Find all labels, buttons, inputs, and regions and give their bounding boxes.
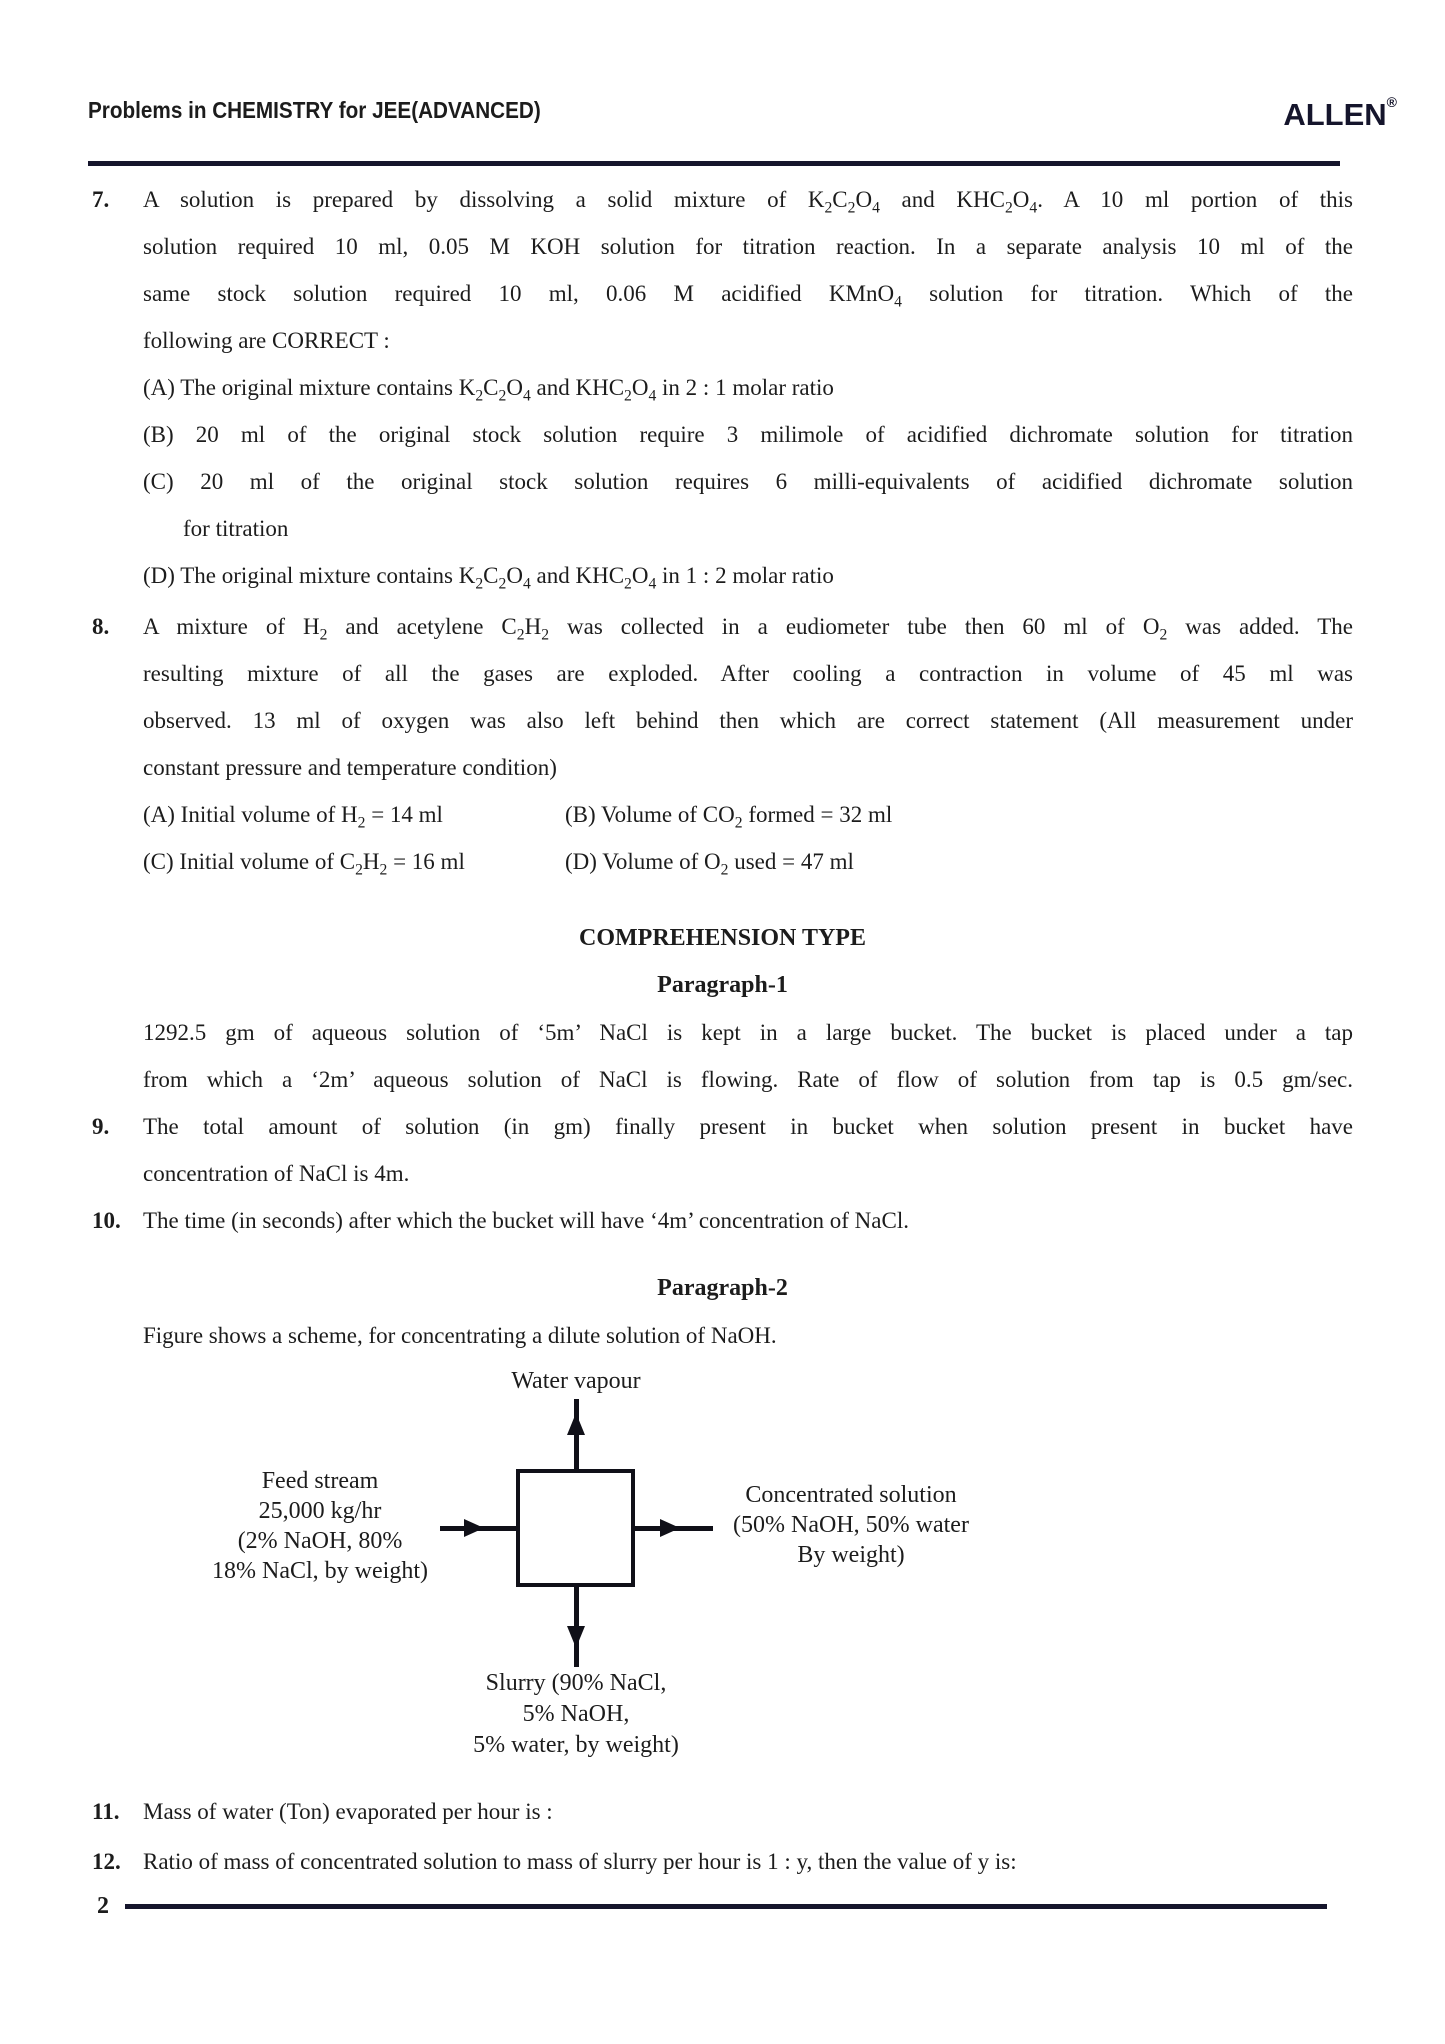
up-arrowhead-icon [567, 1413, 585, 1435]
question-12-number: 12. [92, 1849, 121, 1874]
page-number: 2 [97, 1892, 109, 1919]
paragraph-2-heading: Paragraph-2 [657, 1275, 788, 1301]
question-9-text-line: The total amount of solution (in gm) finally present in bucket when solution present in bucket have [143, 1114, 1353, 1139]
question-9 [92, 1103, 1353, 1197]
concentrated-solution-label [706, 1480, 996, 1570]
comprehension-type-heading: COMPREHENSION TYPE [579, 925, 866, 951]
question-8-text-line: resulting mixture of all the gases are exploded. After cooling a contraction in volume of 45 ml was [143, 661, 1353, 686]
question-8 [92, 603, 1353, 885]
slurry-line: Slurry (90% NaCl, [485, 1670, 667, 1696]
right-arrowhead-icon [464, 1519, 484, 1537]
question-7-text-line: same stock solution required 10 ml, 0.06 M acidified KMnO$_4$ solution for titration. Which of the [143, 281, 1353, 311]
concentrated-solution-line: By weight) [797, 1542, 905, 1568]
question-7-option-c: (C) 20 ml of the original stock solution requires 6 milli-equivalents of acidified dichromate solution [143, 469, 1353, 494]
question-7-option-d: (D) The original mixture contains $K_2C_2O_4$ and $KHC_2O_4$ in 1 : 2 molar ratio [143, 563, 834, 593]
question-7-number: 7. [92, 187, 110, 212]
question-8-options [143, 791, 1353, 885]
feed-stream-line: 25,000 kg/hr [258, 1498, 382, 1524]
question-12-text: Ratio of mass of concentrated solution to mass of slurry per hour is 1 : y, then the value of y is: [143, 1849, 1017, 1874]
paragraph-1-line: from which a ‘2m’ aqueous solution of NaCl is flowing. Rate of flow of solution from tap is 0.5 gm/sec. [143, 1067, 1353, 1092]
question-8-text-line: A mixture of $H_2$ and acetylene $C_2H_2$ was collected in a eudiometer tube then 60 ml of $O_2$ was added. The [143, 614, 1354, 644]
right-arrowhead-icon [660, 1519, 680, 1537]
water-vapour-label: Water vapour [511, 1368, 641, 1394]
process-flow-diagram [0, 1368, 1445, 1788]
paragraph-2-intro-wrap [143, 1312, 1353, 1359]
feed-stream-line: (2% NaOH, 80% [237, 1528, 403, 1554]
question-7-option-a: (A) The original mixture contains $K_2C_2O_4$ and $KHC_2O_4$ in 2 : 1 molar ratio [143, 375, 834, 405]
question-8-option-b: (B) Volume of $CO_2$ formed = 32 ml [565, 802, 893, 832]
question-8-option-c: (C) Initial volume of $C_2H_2 = 16$ ml [143, 849, 465, 879]
paragraph-2-intro: Figure shows a scheme, for concentrating a dilute solution of NaOH. [143, 1323, 777, 1348]
question-11 [92, 1788, 1353, 1835]
down-arrowhead-icon [567, 1626, 585, 1648]
question-7-option-c-continuation: for titration [183, 516, 289, 541]
concentrated-solution-line: (50% NaOH, 50% water [733, 1512, 969, 1538]
question-8-number: 8. [92, 614, 110, 639]
question-7-text-line: solution required 10 ml, 0.05 M KOH solution for titration reaction. In a separate analysis 10 ml of the [143, 234, 1353, 259]
feed-stream-line: Feed stream [261, 1468, 379, 1494]
question-7-text-line: A solution is prepared by dissolving a solid mixture of $K_2C_2O_4$ and $KHC_2O_4$. A 10 ml portion of this [143, 187, 1353, 217]
allen-logo [1283, 94, 1397, 133]
slurry-line: 5% water, by weight) [473, 1732, 679, 1758]
feed-stream-label [180, 1466, 460, 1586]
page-footer [97, 1893, 1327, 1919]
question-7-option-b: (B) 20 ml of the original stock solution require 3 milimole of acidified dichromate solution for titration [143, 422, 1353, 447]
feed-stream-line: 18% NaCl, by weight) [212, 1558, 428, 1584]
question-7-text-line: following are CORRECT : [143, 328, 390, 353]
paragraph-1-heading: Paragraph-1 [657, 972, 788, 998]
header-title: Problems in CHEMISTRY for JEE(ADVANCED) [88, 97, 541, 123]
paragraph-1-text [143, 1009, 1353, 1103]
question-8-text-line: constant pressure and temperature condition) [143, 755, 557, 780]
slurry-line: 5% NaOH, [522, 1701, 630, 1727]
question-10-text: The time (in seconds) after which the bucket will have ‘4m’ concentration of NaCl. [143, 1208, 909, 1233]
question-7 [92, 176, 1353, 599]
question-9-number: 9. [92, 1114, 110, 1139]
question-8-text-line: observed. 13 ml of oxygen was also left behind then which are correct statement (All measurement under [143, 708, 1353, 733]
footer-rule [125, 1904, 1327, 1909]
slurry-label [436, 1668, 716, 1761]
concentrated-solution-line: Concentrated solution [745, 1482, 957, 1508]
question-10-number: 10. [92, 1208, 121, 1233]
question-12 [92, 1838, 1353, 1885]
registered-mark: ® [1386, 94, 1397, 110]
question-10 [92, 1197, 1353, 1244]
question-11-number: 11. [92, 1799, 120, 1824]
question-11-text: Mass of water (Ton) evaporated per hour is : [143, 1799, 553, 1824]
paragraph-1-line: 1292.5 gm of aqueous solution of ‘5m’ NaCl is kept in a large bucket. The bucket is placed under a tap [143, 1020, 1353, 1045]
brand-text: ALLEN [1283, 97, 1387, 132]
question-8-option-d: (D) Volume of $O_2$ used = 47 ml [565, 849, 854, 879]
question-8-option-a: (A) Initial volume of $H_2 = 14$ ml [143, 802, 443, 832]
page-header [88, 0, 1397, 166]
evaporator-box [516, 1469, 635, 1587]
question-9-text-line: concentration of NaCl is 4m. [143, 1161, 410, 1186]
